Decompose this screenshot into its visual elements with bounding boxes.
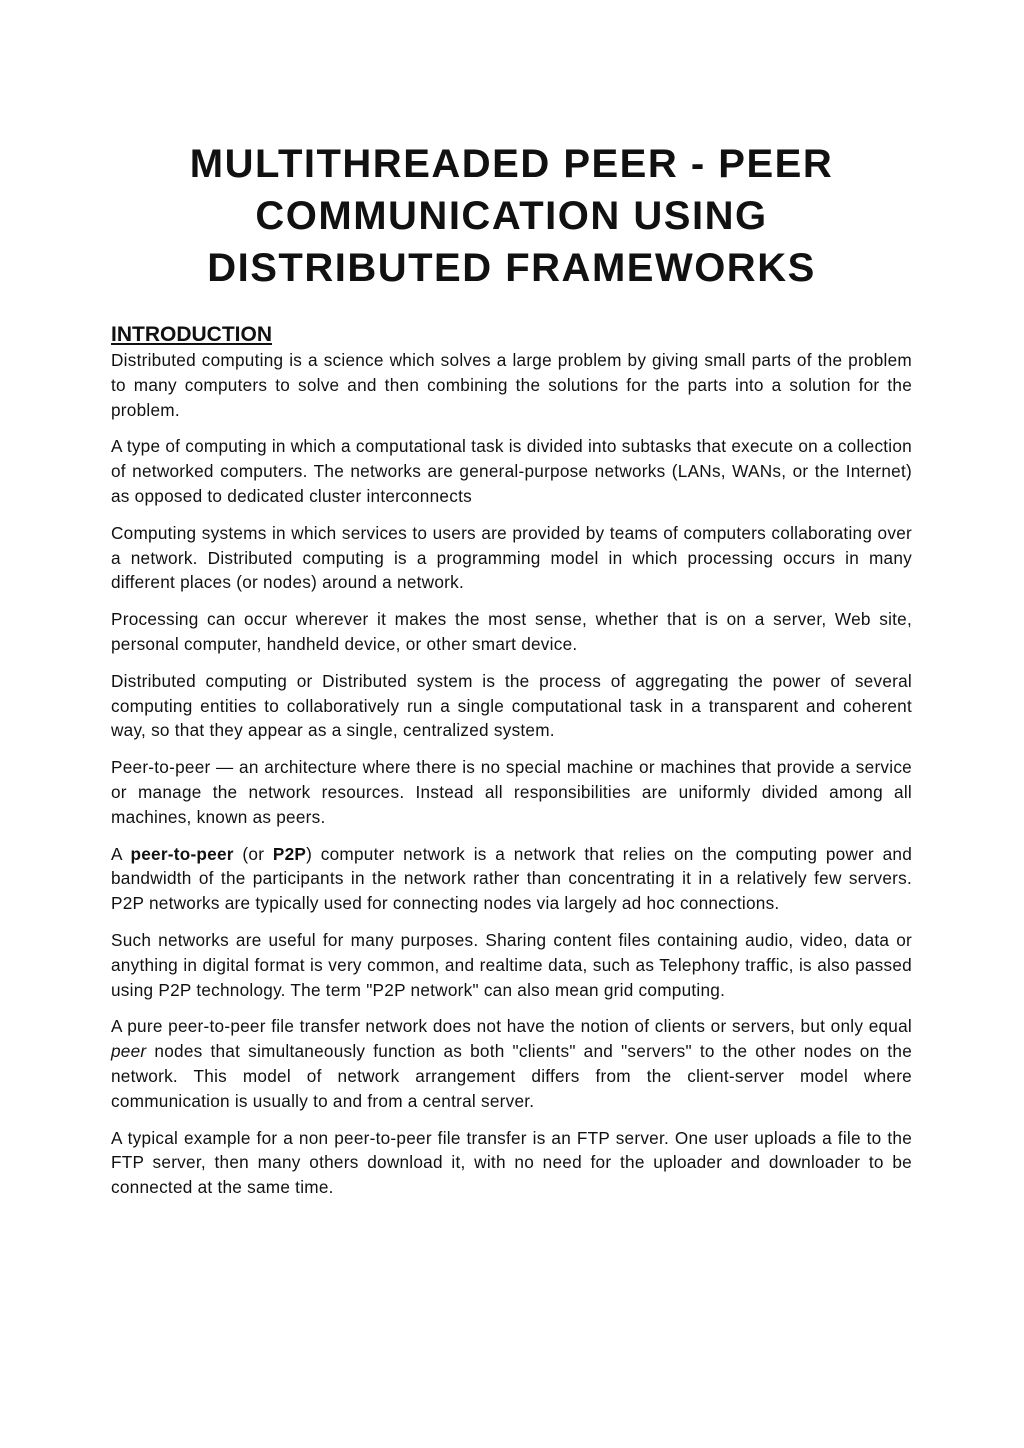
paragraph-10: A typical example for a non peer-to-peer file transfer is an FTP server. One user uploads a file to the FTP server, then many others download it, with no need for the uploader and downloader to be connected at the same time. <box>111 1127 912 1198</box>
paragraph-4: Processing can occur wherever it makes the most sense, whether that is on a server, Web site, personal computer, handheld device, or other smart device. <box>111 609 912 654</box>
paragraph-6: Peer-to-peer — an architecture where there is no special machine or machines that provide a service or manage the network resources. Instead all responsibilities are uniformly divided among all machines, known as peers. <box>111 757 912 827</box>
title-line-3: DISTRIBUTED FRAMEWORKS <box>207 246 816 290</box>
paragraph-9 <box>111 1014 912 1113</box>
paragraph-3: Computing systems in which services to users are provided by teams of computers collaborating over a network. Distributed computing is a programming model in which processing occurs in many different places (or nodes) around a network. <box>111 522 912 593</box>
section-heading-introduction: INTRODUCTION <box>111 323 272 346</box>
paragraph-7-part-c: (or <box>233 843 273 864</box>
document-page <box>111 138 912 1212</box>
paragraph-1: Distributed computing is a science which solves a large problem by giving small parts of the problem to many computers to solve and then combining the solutions for the parts into a solution for the problem. <box>111 350 912 420</box>
paragraph-2: A type of computing in which a computational task is divided into subtasks that execute on a collection of networked computers. The networks are general-purpose networks (LANs, WANs, or the Internet) as opposed to dedicated cluster interconnects <box>111 436 912 506</box>
title-line-1: MULTITHREADED PEER - PEER <box>189 142 834 186</box>
paragraph-9-part-c: nodes that simultaneously function as both "clients" and "servers" to the other nodes on the network. This model of network arrangement differs from the client-server model where communication is usually to and from a central server. <box>111 1041 912 1111</box>
paragraph-7 <box>111 842 912 916</box>
paragraph-7-bold-peer-to-peer: peer-to-peer <box>130 843 234 864</box>
document-title <box>111 138 912 294</box>
title-line-2: COMMUNICATION USING <box>255 194 768 238</box>
paragraph-5: Distributed computing or Distributed system is the process of aggregating the power of several computing entities to collaboratively run a single computational task in a transparent and coherent way, so that they appear as a single, centralized system. <box>111 670 912 741</box>
paragraph-7-part-e: ) computer network is a network that relies on the computing power and bandwidth of the participants in the network rather than concentrating it in a relatively few servers. P2P networks are typically used for connecting nodes via largely ad hoc connections. <box>111 843 913 914</box>
paragraph-9-part-a: A pure peer-to-peer file transfer network does not have the notion of clients or servers, but only equal <box>111 1016 912 1037</box>
paragraph-7-part-a: A <box>111 843 131 864</box>
paragraph-9-italic-peer: peer <box>111 1041 147 1062</box>
paragraph-7-bold-p2p: P2P <box>272 843 307 864</box>
paragraph-8: Such networks are useful for many purposes. Sharing content files containing audio, video, data or anything in digital format is very common, and realtime data, such as Telephony traffic, is also passed using P2P technology. The term "P2P network" can also mean grid computing. <box>111 929 912 1000</box>
